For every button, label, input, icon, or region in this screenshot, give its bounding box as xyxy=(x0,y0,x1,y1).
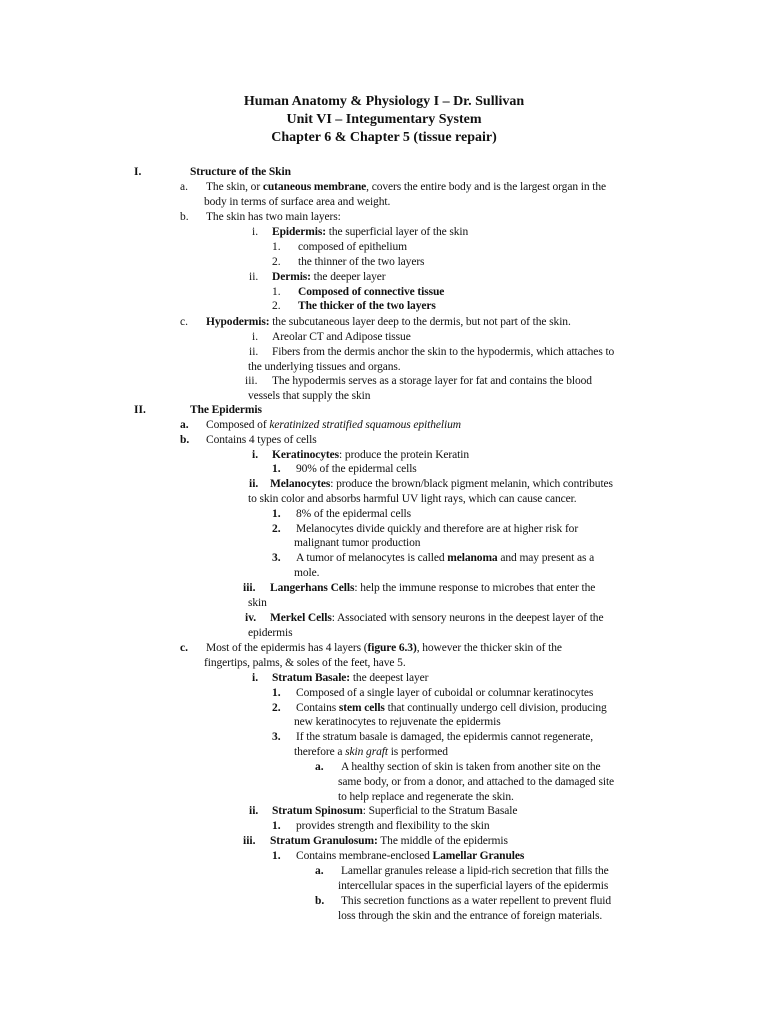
stratum-basale-3-text-cont: therefore a skin graft is performed xyxy=(294,746,448,758)
langerhans-marker: iii. xyxy=(243,582,256,594)
epidermis-1-text: composed of epithelium xyxy=(298,241,407,253)
langerhans-item: Langerhans Cells: help the immune response to microbes that enter the xyxy=(270,582,596,594)
stratum-basale-3a-marker: a. xyxy=(315,761,324,773)
keratinocytes-1-text: 90% of the epidermal cells xyxy=(296,463,417,475)
epidermis-1-marker: 1. xyxy=(272,241,281,253)
stratum-granulosum-a-text: Lamellar granules release a lipid-rich secretion that fills the xyxy=(341,865,609,877)
melanocytes-3-marker: 3. xyxy=(272,552,281,564)
section-1-number: I. xyxy=(134,166,142,178)
dermis-1-marker: 1. xyxy=(272,286,281,298)
stratum-basale-1-marker: 1. xyxy=(272,687,281,699)
doc-title: Human Anatomy & Physiology I – Dr. Sullivan xyxy=(243,94,525,109)
epidermis-2-text: the thinner of the two layers xyxy=(298,256,425,268)
stratum-basale-3a-text-cont-1: same body, or from a donor, and attached to the damaged site xyxy=(338,776,615,788)
melanocytes-marker: ii. xyxy=(249,478,259,490)
section-1-title: Structure of the Skin xyxy=(190,166,291,178)
stratum-spinosum-marker: ii. xyxy=(249,805,259,817)
stratum-granulosum-marker: iii. xyxy=(243,835,256,847)
dermis-item: Dermis: the deeper layer xyxy=(272,271,386,283)
s1-a-text: The skin, or cutaneous membrane, covers the entire body and is the largest organ in the xyxy=(206,181,607,193)
dermis-2-text: The thicker of the two layers xyxy=(298,300,436,312)
stratum-granulosum-a-text-cont: intercellular spaces in the superficial layers of the epidermis xyxy=(338,880,609,892)
melanocytes-2-text: Melanocytes divide quickly and therefore are at higher risk for xyxy=(296,523,579,535)
keratinocytes-marker: i. xyxy=(252,449,259,461)
melanocytes-1-text: 8% of the epidermal cells xyxy=(296,508,412,520)
stratum-basale-1-text: Composed of a single layer of cuboidal or columnar keratinocytes xyxy=(296,687,594,699)
stratum-basale-2-marker: 2. xyxy=(272,702,281,714)
stratum-basale-3a-text-cont-2: to help replace and regenerate the skin. xyxy=(338,791,514,803)
hypodermis-ii-text: Fibers from the dermis anchor the skin to the hypodermis, which attaches to xyxy=(272,346,615,358)
hypodermis-iii-text: The hypodermis serves as a storage layer for fat and contains the blood xyxy=(272,375,592,387)
stratum-granulosum-b-text: This secretion functions as a water repellent to prevent fluid xyxy=(341,895,612,907)
stratum-granulosum-b-marker: b. xyxy=(315,895,325,907)
stratum-granulosum-1-text: Contains membrane-enclosed Lamellar Granules xyxy=(296,850,525,862)
melanocytes-2-marker: 2. xyxy=(272,523,281,535)
s2-a-marker: a. xyxy=(180,419,189,431)
chapter-title: Chapter 6 & Chapter 5 (tissue repair) xyxy=(271,130,497,145)
stratum-spinosum-1-text: provides strength and flexibility to the skin xyxy=(296,820,490,832)
keratinocytes-item: Keratinocytes: produce the protein Keratin xyxy=(272,449,469,461)
s1-b-marker: b. xyxy=(180,211,189,223)
stratum-basale-marker: i. xyxy=(252,672,259,684)
s1-a-text-cont: body in terms of surface area and weight. xyxy=(204,196,391,208)
merkel-item-cont: epidermis xyxy=(248,627,293,639)
stratum-basale-2-text: Contains stem cells that continually undergo cell division, producing xyxy=(296,702,607,714)
stratum-granulosum-b-text-cont: loss through the skin and the entrance of foreign materials. xyxy=(338,910,603,922)
hypodermis-item: Hypodermis: the subcutaneous layer deep to the dermis, but not part of the skin. xyxy=(206,316,571,328)
melanocytes-1-marker: 1. xyxy=(272,508,281,520)
section-2-title: The Epidermis xyxy=(190,404,262,416)
stratum-basale-3-text: If the stratum basale is damaged, the epidermis cannot regenerate, xyxy=(296,731,594,743)
epidermis-item: Epidermis: the superficial layer of the skin xyxy=(272,226,469,238)
melanocytes-2-text-cont: malignant tumor production xyxy=(294,537,421,549)
s2-b-text: Contains 4 types of cells xyxy=(206,434,317,446)
section-2-number: II. xyxy=(134,404,146,416)
dermis-marker: ii. xyxy=(249,271,259,283)
s2-a-text: Composed of keratinized stratified squamous epithelium xyxy=(206,419,461,431)
stratum-spinosum-item: Stratum Spinosum: Superficial to the Stratum Basale xyxy=(272,805,518,817)
stratum-spinosum-1-marker: 1. xyxy=(272,820,281,832)
keratinocytes-1-marker: 1. xyxy=(272,463,281,475)
melanocytes-item: Melanocytes: produce the brown/black pigment melanin, which contributes xyxy=(270,478,613,490)
s2-c-marker: c. xyxy=(180,642,188,654)
s1-a-marker: a. xyxy=(180,181,188,193)
dermis-2-marker: 2. xyxy=(272,300,281,312)
hypodermis-ii-text-cont: the underlying tissues and organs. xyxy=(248,361,401,373)
unit-title: Unit VI – Integumentary System xyxy=(286,112,482,127)
dermis-1-text: Composed of connective tissue xyxy=(298,286,445,298)
epidermis-2-marker: 2. xyxy=(272,256,281,268)
s2-c-text-cont: fingertips, palms, & soles of the feet, have 5. xyxy=(204,657,406,669)
stratum-granulosum-1-marker: 1. xyxy=(272,850,281,862)
hypodermis-i-text: Areolar CT and Adipose tissue xyxy=(272,331,411,343)
stratum-granulosum-a-marker: a. xyxy=(315,865,324,877)
hypodermis-i-marker: i. xyxy=(252,331,259,343)
melanocytes-3-text-cont: mole. xyxy=(294,567,320,579)
hypodermis-iii-marker: iii. xyxy=(245,375,258,387)
s1-b-text: The skin has two main layers: xyxy=(206,211,341,223)
langerhans-item-cont: skin xyxy=(248,597,267,609)
stratum-basale-3-marker: 3. xyxy=(272,731,281,743)
hypodermis-ii-marker: ii. xyxy=(249,346,259,358)
s2-c-text: Most of the epidermis has 4 layers (figure 6.3), however the thicker skin of the xyxy=(206,642,562,654)
s2-b-marker: b. xyxy=(180,434,190,446)
melanocytes-item-cont: to skin color and absorbs harmful UV light rays, which can cause cancer. xyxy=(248,493,577,505)
merkel-marker: iv. xyxy=(245,612,257,624)
s1-c-marker: c. xyxy=(180,316,188,328)
stratum-granulosum-item: Stratum Granulosum: The middle of the epidermis xyxy=(270,835,508,847)
epidermis-marker: i. xyxy=(252,226,259,238)
stratum-basale-2-text-cont: new keratinocytes to rejuvenate the epidermis xyxy=(294,716,501,728)
merkel-item: Merkel Cells: Associated with sensory neurons in the deepest layer of the xyxy=(270,612,604,624)
stratum-basale-3a-text: A healthy section of skin is taken from another site on the xyxy=(341,761,601,773)
melanocytes-3-text: A tumor of melanocytes is called melanoma and may present as a xyxy=(296,552,595,564)
stratum-basale-item: Stratum Basale: the deepest layer xyxy=(272,672,429,684)
hypodermis-iii-text-cont: vessels that supply the skin xyxy=(248,390,371,402)
